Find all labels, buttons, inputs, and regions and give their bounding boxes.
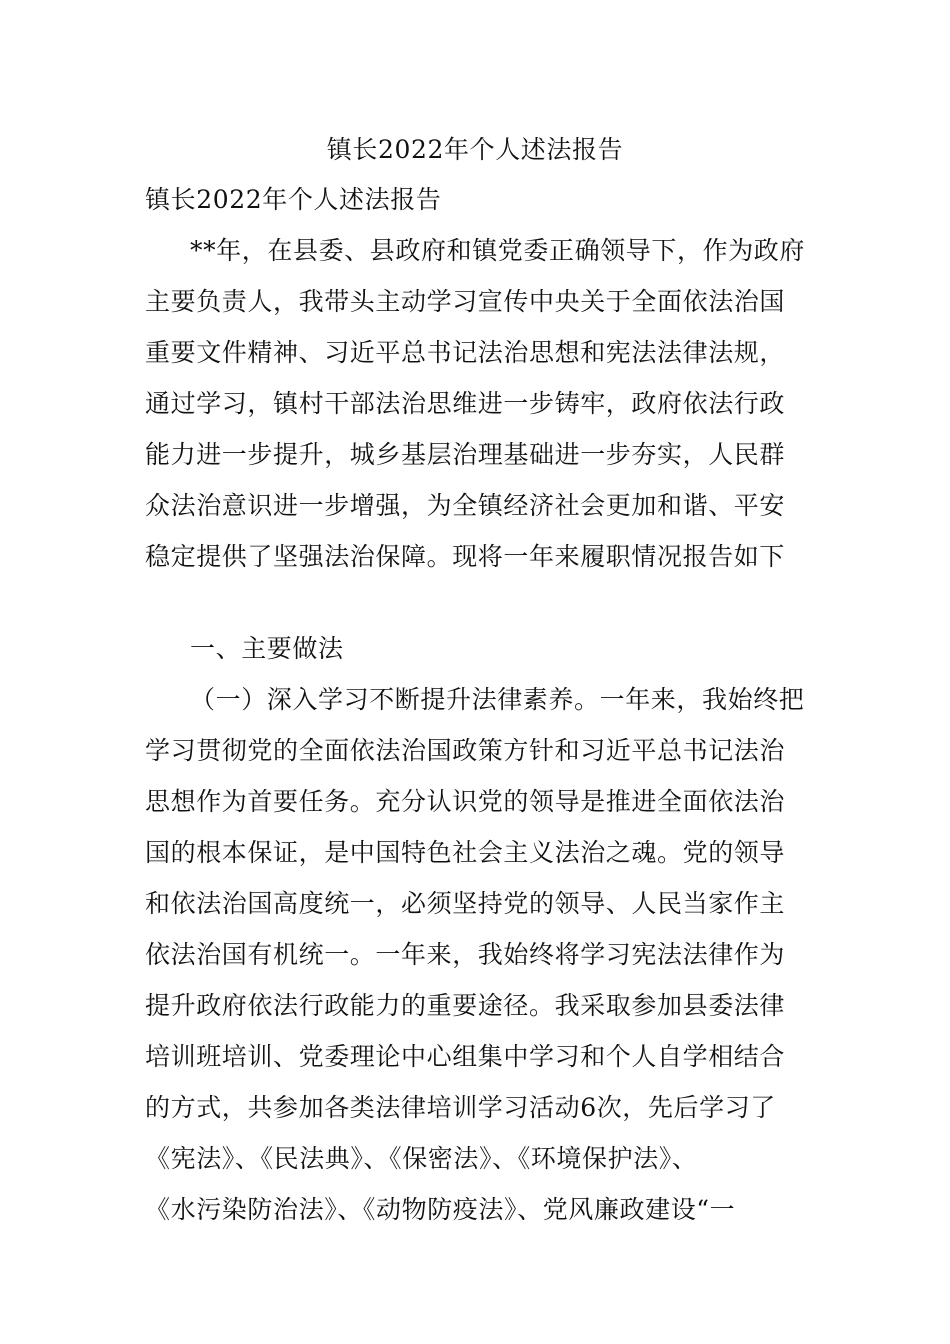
paragraph-line: 《宪法》、《民法典》、《保密法》、《环境保护法》、 [145, 1144, 698, 1173]
document-subtitle: 镇长2022年个人述法报告 [145, 185, 442, 214]
section-heading: 一、主要做法 [190, 634, 344, 663]
paragraph-line: 的方式，共参加各类法律培训学习活动6次，先后学习了 [145, 1093, 776, 1122]
paragraph-line: 重要文件精神、习近平总书记法治思想和宪法法律法规， [145, 338, 786, 367]
paragraph-line: 《水污染防治法》、《动物防疫法》、党风廉政建设“一 [145, 1195, 736, 1224]
paragraph-line: 主要负责人，我带头主动学习宣传中央关于全面依法治国 [145, 287, 786, 316]
paragraph-line: 培训班培训、党委理论中心组集中学习和个人自学相结合 [145, 1042, 786, 1071]
paragraph-line: 和依法治国高度统一，必须坚持党的领导、人民当家作主 [145, 889, 786, 918]
paragraph-line: 学习贯彻党的全面依法治国政策方针和习近平总书记法治 [145, 736, 786, 765]
paragraph-line: 思想作为首要任务。充分认识党的领导是推进全面依法治 [145, 787, 786, 816]
paragraph-line: 国的根本保证，是中国特色社会主义法治之魂。党的领导 [145, 838, 786, 867]
paragraph-line: 通过学习，镇村干部法治思维进一步铸牢，政府依法行政 [145, 389, 786, 418]
paragraph-line: 依法治国有机统一。一年来，我始终将学习宪法法律作为 [145, 940, 786, 969]
paragraph-line: 众法治意识进一步增强，为全镇经济社会更加和谐、平安 [145, 491, 786, 520]
paragraph-line: （一）深入学习不断提升法律素养。一年来，我始终把 [190, 685, 805, 714]
document-title: 镇长2022年个人述法报告 [326, 135, 624, 164]
paragraph-line: 提升政府依法行政能力的重要途径。我采取参加县委法律 [145, 991, 786, 1020]
paragraph-line: 稳定提供了坚强法治保障。现将一年来履职情况报告如下 [145, 542, 786, 571]
paragraph-line: **年，在县委、县政府和镇党委正确领导下，作为政府 [190, 236, 806, 265]
paragraph-line: 能力进一步提升，城乡基层治理基础进一步夯实，人民群 [145, 440, 786, 469]
